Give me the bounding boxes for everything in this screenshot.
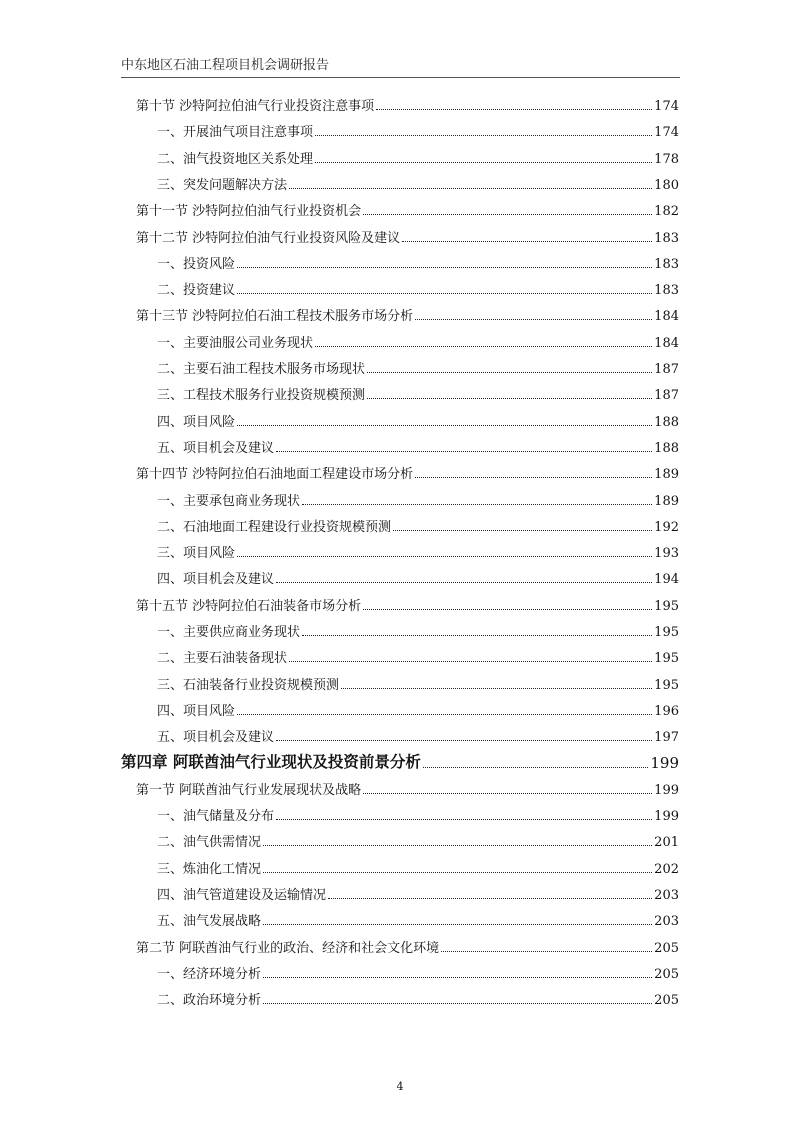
toc-entry-item[interactable] <box>157 990 679 1008</box>
dot-leader <box>237 293 652 294</box>
toc-entry-label: 二、政治环境分析 <box>157 993 262 1009</box>
dot-leader <box>341 688 652 689</box>
toc-entry-page: 205 <box>654 940 679 956</box>
toc-entry-label: 一、投资风险 <box>157 256 236 272</box>
dot-leader <box>237 425 652 426</box>
dot-leader <box>276 582 652 583</box>
dot-leader <box>237 714 652 715</box>
dot-leader <box>263 924 652 925</box>
dot-leader <box>363 793 652 794</box>
toc-entry-section[interactable] <box>136 201 679 219</box>
toc-entry-page: 195 <box>654 651 679 667</box>
toc-entry-label: 一、油气储量及分布 <box>157 809 275 825</box>
toc-entry-page: 188 <box>654 414 679 430</box>
dot-leader <box>263 845 652 846</box>
toc-entry-label: 一、主要油服公司业务现状 <box>157 335 314 351</box>
toc-entry-label: 三、项目风险 <box>157 546 236 562</box>
toc-entry-label: 四、油气管道建设及运输情况 <box>157 888 327 903</box>
toc-entry-page: 174 <box>654 99 679 114</box>
dot-leader <box>276 819 652 820</box>
toc-entry-label: 一、经济环境分析 <box>157 966 262 982</box>
dot-leader <box>423 767 648 768</box>
toc-entry-chapter[interactable] <box>121 754 679 772</box>
toc-entry-section[interactable] <box>136 464 679 482</box>
toc-entry-page: 195 <box>654 677 679 693</box>
toc-entry-item[interactable] <box>157 280 679 298</box>
toc-entry-item[interactable] <box>157 727 679 745</box>
toc-entry-label: 第四章 阿联酋油气行业现状及投资前景分析 <box>121 752 421 771</box>
dot-leader <box>393 530 652 531</box>
toc-entry-page: 194 <box>654 572 679 588</box>
dot-leader <box>237 267 652 268</box>
toc-entry-label: 第十三节 沙特阿拉伯石油工程技术服务市场分析 <box>136 309 414 325</box>
toc-entry-label: 二、主要石油装备现状 <box>157 651 288 667</box>
toc-entry-item[interactable] <box>157 701 679 719</box>
dot-leader <box>276 451 652 452</box>
toc-entry-label: 二、石油地面工程建设行业投资规模预测 <box>157 519 392 535</box>
dot-leader <box>263 872 652 873</box>
toc-entry-section[interactable] <box>136 596 679 614</box>
dot-leader <box>302 635 652 636</box>
toc-entry-label: 五、项目机会及建议 <box>157 440 275 456</box>
toc-entry-label: 三、炼油化工情况 <box>157 861 262 877</box>
toc-entry-page: 195 <box>654 598 679 614</box>
toc-entry-item[interactable] <box>157 385 679 403</box>
page-number: 4 <box>396 1080 404 1093</box>
toc-entry-label: 三、工程技术服务行业投资规模预测 <box>157 388 366 404</box>
toc-entry-page: 199 <box>654 809 679 825</box>
dot-leader <box>315 162 652 163</box>
toc-entry-page: 203 <box>654 914 679 930</box>
toc-entry-label: 四、项目风险 <box>157 414 236 430</box>
toc-entry-label: 三、突发问题解决方法 <box>157 177 288 193</box>
toc-entry-page: 189 <box>654 493 679 509</box>
toc-entry-label: 第二节 阿联酋油气行业的政治、经济和社会文化环境 <box>136 940 440 956</box>
toc-entry-page: 192 <box>654 519 679 535</box>
toc-entry-label: 第十四节 沙特阿拉伯石油地面工程建设市场分析 <box>136 467 414 483</box>
toc-entry-label: 一、主要承包商业务现状 <box>157 493 301 509</box>
toc-entry-page: 184 <box>654 335 679 351</box>
toc-entry-label: 五、项目机会及建议 <box>157 730 275 746</box>
toc-entry-item[interactable] <box>157 859 679 877</box>
dot-leader <box>402 241 652 242</box>
dot-leader <box>415 477 652 478</box>
toc-entry-label: 第十节 沙特阿拉伯油气行业投资注意事项 <box>136 99 375 114</box>
toc-entry-page: 205 <box>654 993 679 1009</box>
toc-entry-page: 183 <box>654 256 679 272</box>
dot-leader <box>289 661 652 662</box>
dot-leader <box>263 1003 652 1004</box>
toc-entry-item[interactable] <box>157 438 679 456</box>
toc-entry-page: 182 <box>654 204 679 220</box>
toc-entry-label: 二、油气供需情况 <box>157 835 262 851</box>
toc-entry-page: 205 <box>654 966 679 982</box>
toc-entry-page: 199 <box>650 753 679 772</box>
toc-entry-item[interactable] <box>157 333 679 351</box>
toc-entry-page: 193 <box>654 546 679 562</box>
toc-entry-section[interactable] <box>136 780 679 798</box>
toc-entry-item[interactable] <box>157 517 679 535</box>
toc-entry-label: 第十二节 沙特阿拉伯油气行业投资风险及建议 <box>136 230 401 246</box>
toc-entry-label: 一、开展油气项目注意事项 <box>157 125 314 141</box>
dot-leader <box>276 740 652 741</box>
dot-leader <box>328 898 652 899</box>
toc-entry-label: 第十一节 沙特阿拉伯油气行业投资机会 <box>136 204 362 220</box>
toc-entry-section[interactable] <box>136 306 679 324</box>
toc-entry-item[interactable] <box>157 832 679 850</box>
dot-leader <box>302 504 652 505</box>
header-rule <box>121 77 680 78</box>
toc-entry-label: 二、油气投资地区关系处理 <box>157 151 314 167</box>
toc-entry-label: 五、油气发展战略 <box>157 914 262 930</box>
toc-entry-page: 189 <box>654 467 679 483</box>
toc-entry-page: 183 <box>654 230 679 246</box>
toc-entry-label: 四、项目机会及建议 <box>157 572 275 588</box>
toc-entry-section[interactable] <box>136 938 679 956</box>
toc-entry-item[interactable] <box>157 359 679 377</box>
dot-leader <box>363 214 652 215</box>
toc-entry-label: 第一节 阿联酋油气行业发展现状及战略 <box>136 782 362 798</box>
toc-entry-page: 187 <box>654 362 679 377</box>
toc-entry-label: 第十五节 沙特阿拉伯石油装备市场分析 <box>136 598 362 614</box>
toc-entry-page: 187 <box>654 388 679 404</box>
dot-leader <box>363 609 652 610</box>
toc-entry-item[interactable] <box>157 254 679 272</box>
dot-leader <box>367 372 652 373</box>
dot-leader <box>289 188 652 189</box>
toc-entry-page: 196 <box>654 703 679 719</box>
toc-entry-section[interactable] <box>136 228 679 246</box>
dot-leader <box>263 977 652 978</box>
toc-entry-page: 197 <box>654 730 679 746</box>
toc-entry-item[interactable] <box>157 964 679 982</box>
toc-entry-page: 184 <box>654 309 679 325</box>
toc-entry-page: 174 <box>654 125 679 141</box>
toc-entry-page: 195 <box>654 625 679 640</box>
toc-entry-label: 四、项目风险 <box>157 703 236 719</box>
toc-entry-section[interactable] <box>136 96 679 114</box>
dot-leader <box>315 346 652 347</box>
toc-entry-page: 188 <box>654 440 679 456</box>
dot-leader <box>237 556 652 557</box>
toc-entry-label: 二、投资建议 <box>157 283 236 299</box>
toc-entry-item[interactable] <box>157 412 679 430</box>
toc-entry-label: 二、主要石油工程技术服务市场现状 <box>157 362 366 377</box>
toc-entry-item[interactable] <box>157 622 679 640</box>
toc-entry-page: 201 <box>654 835 679 851</box>
toc-entry-item[interactable] <box>157 543 679 561</box>
dot-leader <box>315 135 652 136</box>
toc-entry-page: 203 <box>654 888 679 903</box>
toc-entry-item[interactable] <box>157 911 679 929</box>
toc-entry-item[interactable] <box>157 806 679 824</box>
dot-leader <box>441 951 652 952</box>
toc-entry-page: 199 <box>654 782 679 798</box>
toc-entry-item[interactable] <box>157 175 679 193</box>
toc-entry-item[interactable] <box>157 122 679 140</box>
dot-leader <box>367 398 652 399</box>
toc-entry-item[interactable] <box>157 491 679 509</box>
toc-entry-page: 178 <box>654 151 679 167</box>
toc-entry-item[interactable] <box>157 648 679 666</box>
dot-leader <box>376 109 652 110</box>
toc-entry-page: 202 <box>654 861 679 877</box>
toc-entry-page: 183 <box>654 283 679 299</box>
toc-entry-page: 180 <box>654 177 679 193</box>
toc-entry-label: 三、石油装备行业投资规模预测 <box>157 677 340 693</box>
toc-entry-label: 一、主要供应商业务现状 <box>157 625 301 640</box>
dot-leader <box>415 319 652 320</box>
running-header: 中东地区石油工程项目机会调研报告 <box>121 58 330 73</box>
toc-entry-item[interactable] <box>157 149 679 167</box>
toc-entry-item[interactable] <box>157 675 679 693</box>
toc-entry-item[interactable] <box>157 569 679 587</box>
toc-entry-item[interactable] <box>157 885 679 903</box>
